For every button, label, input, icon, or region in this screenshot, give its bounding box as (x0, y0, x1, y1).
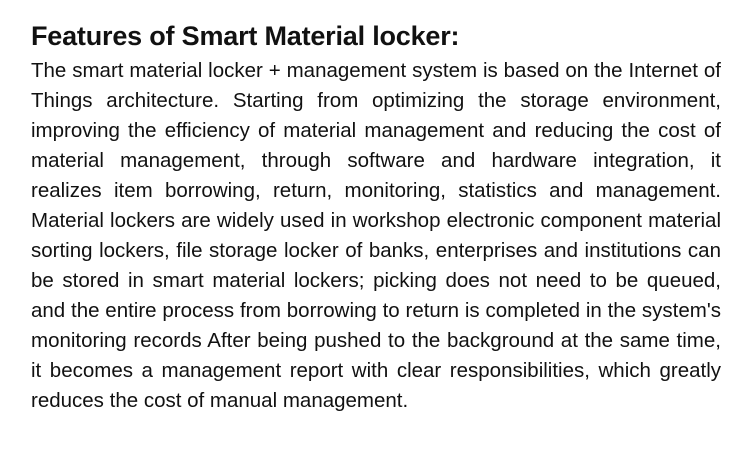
document (31, 16, 721, 416)
page-title: Features of Smart Material locker: (31, 21, 460, 51)
body-paragraph: The smart material locker + management system is based on the Internet of Things architecture. Starting from optimizing the storage environment, improving the efficiency of material management and reducing the cost of material management, through software and hardware integration, it realizes item borrowing, return, monitoring, statistics and management. Material lockers are widely used in workshop electronic component material sorting lockers, file storage locker of banks, enterprises and institutions can be stored in smart material lockers; picking does not need to be queued, and the entire process from borrowing to return is completed in the system's monitoring records After being pushed to the background at the same time, it becomes a management report with clear responsibilities, which greatly reduces the cost of manual management. (31, 59, 721, 412)
